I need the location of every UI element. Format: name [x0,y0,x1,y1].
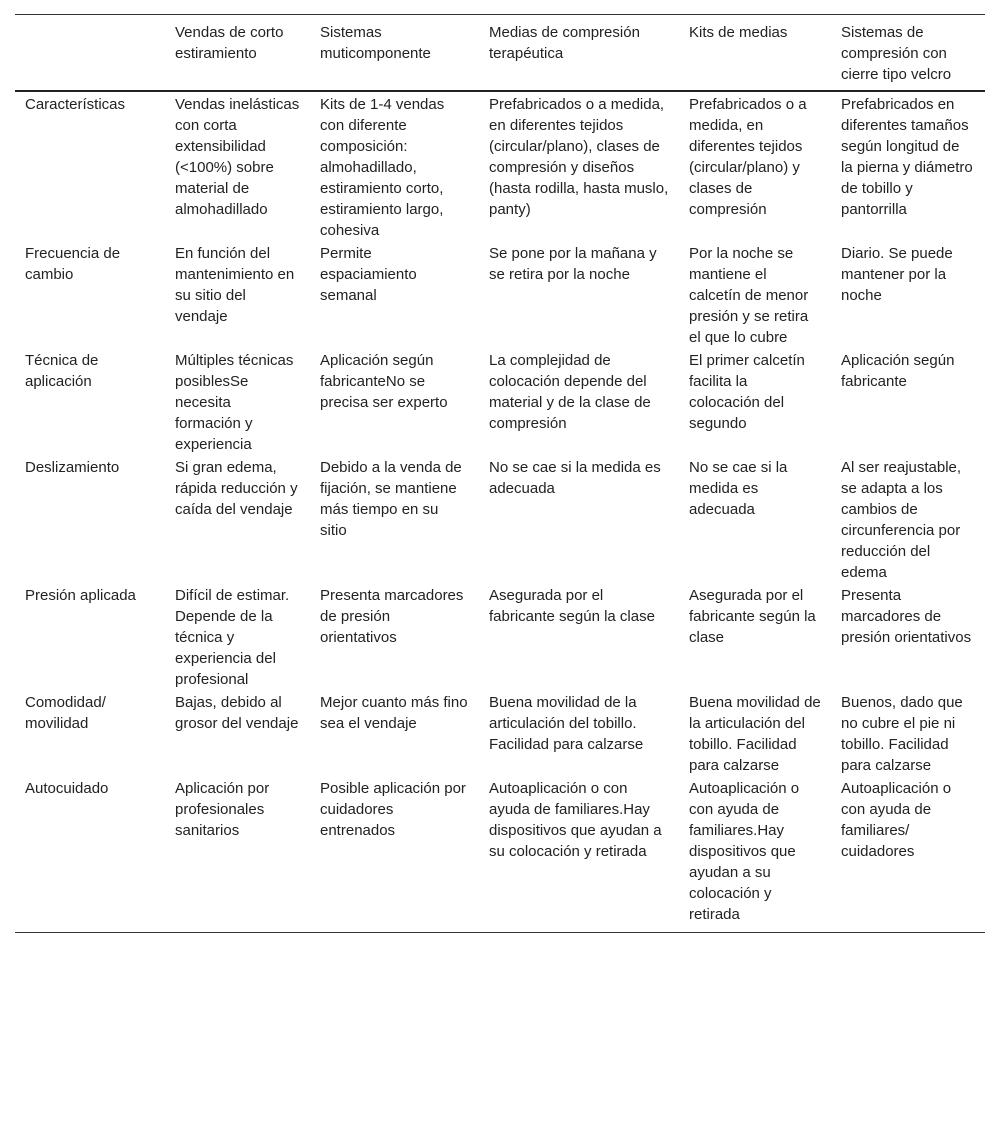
header-row [15,15,985,92]
row-label: Autocuidado [25,780,109,797]
table-cell: Bajas, debido al grosor del vendaje [175,694,299,732]
header-cell-multicomponent-systems: Sistemas muticomponente [320,24,431,62]
table-cell: Al ser reajustable, se adapta a los cambios de circunferencia por reducción del edema [841,459,962,581]
table-cell: Permite espaciamiento semanal [320,245,417,304]
table-cell: Buena movilidad de la articulación del tobillo. Facilidad para calzarse [689,694,821,774]
table-row [15,348,985,455]
table-cell: Prefabricados o a medida, en diferentes tejidos (circular/plano) y clases de compresión [689,96,807,218]
table-cell: Prefabricados en diferentes tamaños según longitud de la pierna y diámetro de tobillo y pantorrilla [841,96,973,218]
header-cell-stocking-kits: Kits de medias [689,24,788,41]
row-label: Características [25,96,126,113]
table-cell: Kits de 1-4 vendas con diferente composición: almohadillado, estiramiento corto, estiramiento largo, cohesiva [320,96,445,239]
row-label: Presión aplicada [25,587,136,604]
compression-systems-table [15,14,985,933]
table-header [15,15,985,92]
table-cell: Se pone por la mañana y se retira por la noche [489,245,657,283]
table-cell: Por la noche se mantiene el calcetín de menor presión y se retira el que lo cubre [689,245,809,346]
table-cell: En función del mantenimiento en su sitio del vendaje [175,245,295,325]
row-label: Frecuencia de cambio [25,245,121,283]
table-body [15,91,985,933]
table-cell: La complejidad de colocación depende del material y de la clase de compresión [489,352,651,432]
table-cell: El primer calcetín facilita la colocación del segundo [689,352,805,432]
table-cell: Buenos, dado que no cubre el pie ni tobillo. Facilidad para calzarse [841,694,963,774]
table-cell: Debido a la venda de fijación, se mantiene más tiempo en su sitio [320,459,462,539]
table-cell: Aplicación según fabricante [841,352,955,390]
table-cell: Presenta marcadores de presión orientativos [320,587,464,646]
table-cell: Prefabricados o a medida, en diferentes tejidos (circular/plano), clases de compresión y diseños (hasta rodilla, hasta muslo, panty) [489,96,669,218]
table-cell: Mejor cuanto más fino sea el vendaje [320,694,468,732]
table-cell: Asegurada por el fabricante según la clase [689,587,816,646]
table-cell: Aplicación según fabricanteNo se precisa ser experto [320,352,448,411]
table-cell: Difícil de estimar. Depende de la técnica y experiencia del profesional [175,587,290,688]
header-cell-velcro-systems: Sistemas de compresión con cierre tipo velcro [841,24,952,83]
table-cell: Posible aplicación por cuidadores entrenados [320,780,466,839]
table-cell: Autoaplicación o con ayuda de familiares/ cuidadores [841,780,952,860]
row-label: Deslizamiento [25,459,120,476]
table-cell: Si gran edema, rápida reducción y caída del vendaje [175,459,298,518]
table-cell: Múltiples técnicas posiblesSe necesita formación y experiencia [175,352,294,453]
table-cell: Autoaplicación o con ayuda de familiares.Hay dispositivos que ayudan a su colocación y retirada [489,780,662,860]
table-cell: Diario. Se puede mantener por la noche [841,245,953,304]
header-cell-short-stretch-bandages: Vendas de corto estiramiento [175,24,284,62]
table-row [15,455,985,583]
table-cell: Vendas inelásticas con corta extensibilidad (<100%) sobre material de almohadillado [175,96,300,218]
table-cell: Autoaplicación o con ayuda de familiares.Hay dispositivos que ayudan a su colocación y retirada [689,780,800,923]
header-cell-compression-stockings: Medias de compresión terapéutica [489,24,640,62]
table-cell: Presenta marcadores de presión orientativos [841,587,972,646]
table-cell: Buena movilidad de la articulación del tobillo. Facilidad para calzarse [489,694,644,753]
table-cell: Aplicación por profesionales sanitarios [175,780,270,839]
table-cell: No se cae si la medida es adecuada [489,459,661,497]
table-cell: Asegurada por el fabricante según la clase [489,587,655,625]
table-row [15,91,985,241]
table-row [15,776,985,933]
row-label: Técnica de aplicación [25,352,99,390]
table-row [15,583,985,690]
row-label: Comodidad/ movilidad [25,694,106,732]
comparison-table-container [15,14,985,933]
table-cell: No se cae si la medida es adecuada [689,459,788,518]
header-cell-empty [15,15,165,92]
table-row [15,241,985,348]
table-row [15,690,985,776]
